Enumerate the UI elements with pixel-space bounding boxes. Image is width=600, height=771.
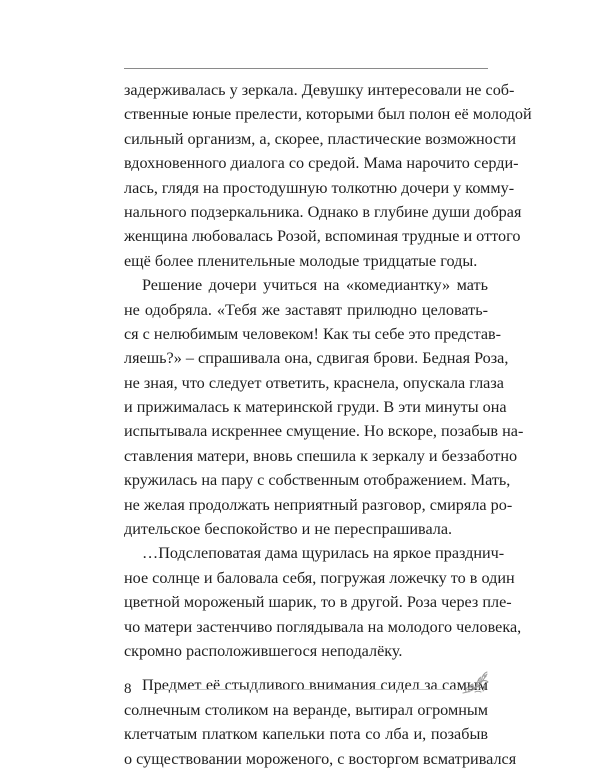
text-line: …Подслеповатая дама щурилась на яркое празднич- <box>142 544 505 563</box>
text-line: испытывала искреннее смущение. Но вскоре, позабыв на- <box>124 422 524 441</box>
text-line: задерживалась у зеркала. Девушку интересовали не соб- <box>124 81 515 99</box>
text-line: не желая продолжать неприятный разговор, смиряла ро- <box>124 495 513 514</box>
text-line: женщина любовалась Розой, вспоминая трудные и оттого <box>124 227 521 246</box>
text-line: ное солнце и баловала себя, погружая ложечку то в один <box>124 568 515 587</box>
text-line: и прижималась к материнской груди. В эти минуты она <box>124 398 507 417</box>
text-line: кружилась на пару с собственным отображением. Мать, <box>124 471 511 490</box>
text-line: скромно расположившегося неподалёку. <box>124 641 403 660</box>
text-line: Решение дочери учиться на «комедиантку» мать <box>142 276 488 295</box>
text-line: ляешь?» – спрашивала она, сдвигая брови. Бедная Роза, <box>124 349 509 368</box>
body-text <box>124 78 532 771</box>
text-line: ещё более пленительные молодые тридцатые годы. <box>124 251 478 270</box>
text-line: цветной мороженый шарик, то в другой. Роза через пле- <box>124 593 512 612</box>
text-line: ставления матери, вновь спешила к зеркалу и беззаботно <box>124 446 518 465</box>
text-line: не зная, что следует ответить, краснела, опускала глаза <box>124 373 504 392</box>
text-line: вдохновенного диалога со средой. Мама нарочито серди- <box>124 154 519 173</box>
paragraph-2 <box>124 273 524 541</box>
footer-rule <box>160 689 456 690</box>
text-line: сильный организм, а, скорее, пластические возможности <box>124 129 517 148</box>
text-line: чо матери застенчиво поглядывала на молодого человека, <box>124 617 522 636</box>
text-line: лась, глядя на простодушную толкотню дочери у комму- <box>124 178 515 197</box>
text-line: дительское беспокойство и не переспрашивала. <box>124 520 453 539</box>
text-line: клетчатым платком капельки пота со лба и, позабыв <box>124 725 488 744</box>
text-line: ственные юные прелести, которыми был полон её молодой <box>124 105 532 124</box>
header-rule <box>124 68 488 69</box>
text-line: солнечным столиком на веранде, вытирал огромным <box>124 700 488 719</box>
text-line: не одобряла. «Тебя же заставят прилюдно целовать- <box>124 300 488 319</box>
text-line: о существовании мороженого, с восторгом всматривался <box>124 749 517 768</box>
text-line: нального подзеркальника. Однако в глубине души добрая <box>124 202 522 221</box>
text-line: ся с нелюбимым человеком! Как ты себе это представ- <box>124 324 502 343</box>
paragraph-4 <box>124 673 517 771</box>
paragraph-1 <box>124 78 532 273</box>
floral-ornament-icon <box>460 668 490 698</box>
text-line: Предмет её стыдливого внимания сидел за самым <box>142 676 488 695</box>
page-number: 8 <box>124 681 132 697</box>
paragraph-gap <box>124 663 488 673</box>
paragraph-3 <box>124 541 522 663</box>
